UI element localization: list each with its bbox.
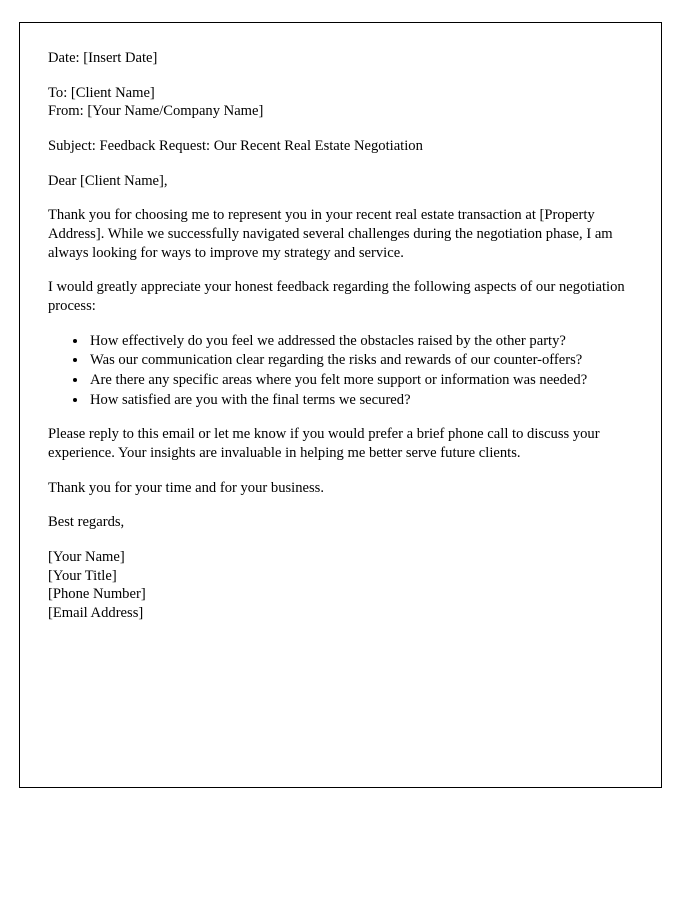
to-line: To: [Client Name] bbox=[48, 84, 155, 101]
subject-line: Subject: Feedback Request: Our Recent Real Estate Negotiation bbox=[48, 138, 423, 155]
feedback-question-list bbox=[48, 332, 631, 410]
paragraph-intro: Thank you for choosing me to represent you in your recent real estate transaction at [Property Address]. While we successfully navigated several challenges during the negotiation phase, I am always looking for ways to improve my strategy and service. bbox=[48, 207, 613, 261]
paragraph-feedback-request: I would greatly appreciate your honest feedback regarding the following aspects of our negotiation process: bbox=[48, 279, 625, 315]
signature-block bbox=[48, 548, 631, 623]
paragraph-reply-invite: Please reply to this email or let me know if you would prefer a brief phone call to discuss your experience. Your insights are invaluable in helping me better serve future clients. bbox=[48, 426, 600, 462]
salutation-block bbox=[48, 172, 631, 191]
letter-body bbox=[20, 23, 661, 623]
letter-frame bbox=[19, 22, 662, 788]
recipient-block bbox=[48, 84, 631, 121]
list-item: • Was our communication clear regarding the risks and rewards of our counter-offers? bbox=[88, 351, 631, 370]
list-item: • How satisfied are you with the final terms we secured? bbox=[88, 391, 631, 410]
list-item: • How effectively do you feel we addressed the obstacles raised by the other party? bbox=[88, 332, 631, 351]
list-item: • Are there any specific areas where you felt more support or information was needed? bbox=[88, 371, 631, 390]
signature-name: [Your Name] bbox=[48, 549, 125, 566]
signature-phone: [Phone Number] bbox=[48, 586, 146, 603]
date-line: Date: [Insert Date] bbox=[48, 50, 158, 66]
subject-block bbox=[48, 137, 631, 156]
signature-email: [Email Address] bbox=[48, 605, 144, 622]
closing-line: Best regards, bbox=[48, 514, 125, 531]
date-block bbox=[48, 49, 631, 68]
from-line: From: [Your Name/Company Name] bbox=[48, 103, 264, 120]
signature-title: [Your Title] bbox=[48, 567, 117, 584]
paragraph-thanks: Thank you for your time and for your business. bbox=[48, 479, 325, 496]
salutation-line: Dear [Client Name], bbox=[48, 172, 168, 189]
closing-block bbox=[48, 513, 631, 532]
